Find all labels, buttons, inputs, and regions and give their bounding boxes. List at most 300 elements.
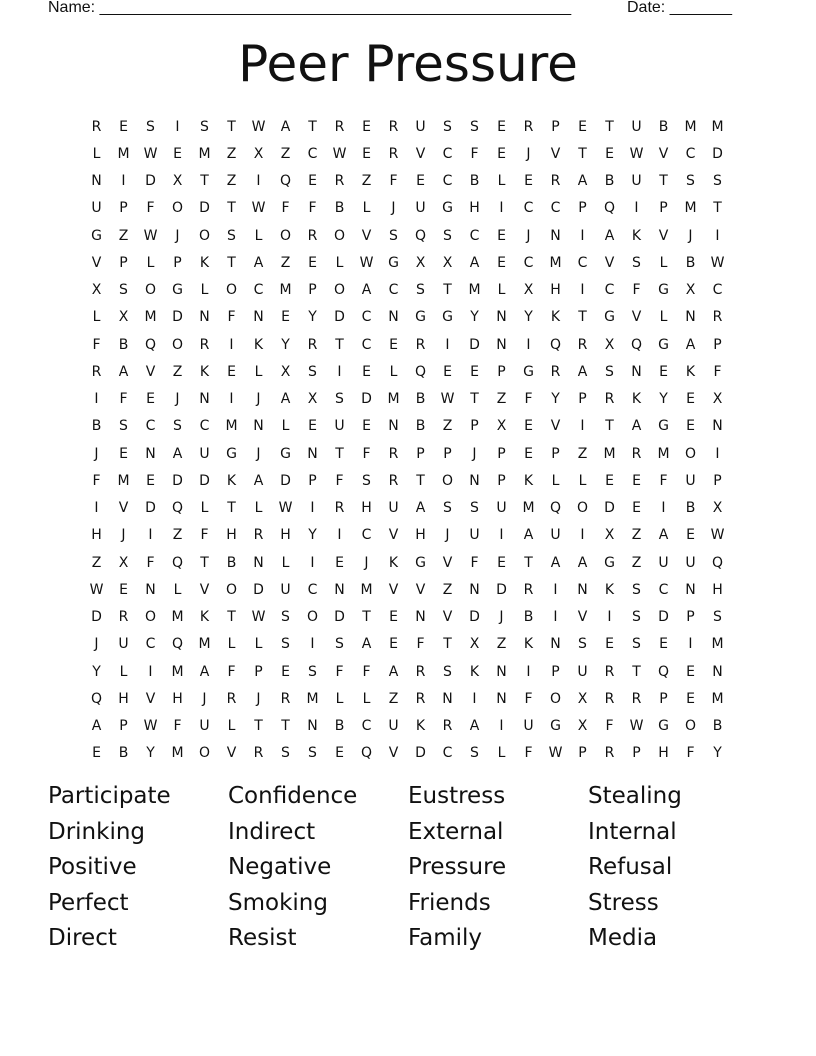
- grid-cell: O: [225, 282, 238, 299]
- grid-cell: Z: [442, 418, 453, 435]
- grid-cell: I: [175, 118, 180, 135]
- grid-cell: R: [604, 663, 615, 680]
- grid-cell: I: [94, 500, 99, 517]
- grid-cell: T: [443, 636, 452, 653]
- grid-cell: P: [308, 282, 317, 299]
- grid-cell: S: [146, 118, 155, 135]
- grid-cell: X: [577, 690, 588, 707]
- grid-cell: P: [254, 663, 263, 680]
- grid-cell: R: [523, 118, 534, 135]
- grid-cell: U: [199, 445, 210, 462]
- grid-cell: E: [659, 363, 668, 380]
- grid-cell: C: [442, 173, 453, 190]
- grid-cell: T: [443, 282, 452, 299]
- grid-cell: S: [632, 636, 641, 653]
- grid-cell: J: [499, 609, 504, 626]
- grid-row: [83, 713, 731, 740]
- grid-cell: E: [92, 745, 101, 762]
- grid-cell: I: [580, 227, 585, 244]
- grid-cell: W: [251, 609, 266, 626]
- grid-cell: G: [604, 309, 615, 326]
- grid-cell: O: [306, 609, 319, 626]
- grid-row: [83, 495, 731, 522]
- grid-cell: W: [629, 145, 644, 162]
- grid-cell: S: [632, 581, 641, 598]
- grid-cell: E: [686, 690, 695, 707]
- grid-cell: B: [226, 554, 237, 571]
- grid-row: [83, 658, 731, 685]
- grid-cell: Y: [308, 527, 317, 544]
- grid-cell: M: [225, 418, 238, 435]
- word-item: Drinking: [48, 818, 146, 845]
- grid-cell: F: [524, 391, 533, 408]
- grid-cell: C: [307, 581, 318, 598]
- grid-cell: I: [310, 554, 315, 571]
- grid-cell: G: [658, 718, 669, 735]
- grid-cell: M: [468, 282, 481, 299]
- grid-cell: T: [578, 309, 587, 326]
- grid-cell: J: [256, 445, 261, 462]
- grid-cell: O: [144, 609, 157, 626]
- grid-cell: J: [94, 636, 99, 653]
- grid-row: [83, 413, 731, 440]
- grid-cell: I: [715, 445, 720, 462]
- grid-cell: A: [577, 173, 588, 190]
- word-item: Media: [588, 925, 658, 952]
- grid-cell: E: [362, 145, 371, 162]
- grid-cell: D: [334, 309, 345, 326]
- grid-cell: S: [443, 227, 452, 244]
- grid-cell: L: [497, 745, 506, 762]
- grid-cell: D: [199, 200, 210, 217]
- grid-cell: T: [605, 118, 614, 135]
- grid-cell: R: [334, 118, 345, 135]
- grid-cell: X: [523, 282, 534, 299]
- grid-cell: E: [605, 472, 614, 489]
- grid-cell: L: [659, 254, 668, 271]
- grid-cell: R: [388, 145, 399, 162]
- grid-cell: S: [281, 745, 290, 762]
- grid-row: [83, 631, 731, 658]
- word-item: Direct: [48, 925, 117, 952]
- grid-cell: S: [335, 636, 344, 653]
- grid-cell: V: [145, 690, 156, 707]
- grid-cell: Z: [631, 527, 642, 544]
- grid-cell: U: [550, 527, 561, 544]
- grid-cell: N: [685, 581, 696, 598]
- grid-cell: P: [551, 445, 560, 462]
- grid-cell: R: [631, 445, 642, 462]
- grid-cell: D: [361, 391, 372, 408]
- grid-cell: A: [631, 418, 642, 435]
- grid-cell: I: [526, 336, 531, 353]
- grid-cell: R: [307, 336, 318, 353]
- grid-cell: D: [658, 609, 669, 626]
- grid-row: [83, 304, 731, 331]
- grid-cell: V: [388, 581, 399, 598]
- grid-cell: G: [658, 418, 669, 435]
- grid-cell: I: [337, 527, 342, 544]
- date-field: Date: _______: [627, 0, 732, 16]
- grid-cell: A: [253, 254, 264, 271]
- grid-cell: X: [118, 309, 129, 326]
- grid-cell: S: [470, 500, 479, 517]
- grid-cell: P: [713, 336, 722, 353]
- grid-cell: D: [172, 472, 183, 489]
- grid-cell: V: [577, 609, 588, 626]
- grid-cell: U: [631, 173, 642, 190]
- grid-cell: Z: [172, 527, 183, 544]
- grid-cell: E: [362, 363, 371, 380]
- grid-cell: L: [551, 472, 560, 489]
- grid-cell: W: [332, 145, 347, 162]
- grid-cell: B: [685, 254, 696, 271]
- grid-cell: B: [334, 200, 345, 217]
- grid-cell: S: [443, 663, 452, 680]
- grid-cell: H: [415, 527, 426, 544]
- grid-cell: N: [253, 309, 264, 326]
- grid-cell: E: [686, 391, 695, 408]
- grid-cell: E: [605, 636, 614, 653]
- grid-cell: S: [713, 609, 722, 626]
- grid-cell: S: [578, 636, 587, 653]
- grid-cell: N: [199, 391, 210, 408]
- grid-cell: H: [91, 527, 102, 544]
- grid-cell: F: [335, 663, 344, 680]
- grid-cell: S: [281, 609, 290, 626]
- grid-cell: E: [281, 309, 290, 326]
- grid-cell: D: [469, 336, 480, 353]
- grid-cell: W: [440, 391, 455, 408]
- grid-cell: H: [280, 527, 291, 544]
- grid-cell: V: [118, 500, 129, 517]
- grid-row: [83, 604, 731, 631]
- grid-cell: K: [523, 636, 534, 653]
- grid-cell: Y: [659, 391, 668, 408]
- grid-cell: E: [146, 391, 155, 408]
- grid-cell: H: [172, 690, 183, 707]
- grid-cell: I: [337, 363, 342, 380]
- grid-cell: A: [415, 500, 426, 517]
- grid-cell: P: [497, 363, 506, 380]
- grid-cell: M: [360, 581, 373, 598]
- grid-cell: C: [145, 636, 156, 653]
- grid-cell: Y: [308, 309, 317, 326]
- grid-cell: R: [604, 745, 615, 762]
- grid-cell: K: [253, 336, 264, 353]
- grid-cell: A: [118, 363, 129, 380]
- grid-cell: F: [605, 718, 614, 735]
- grid-cell: R: [604, 690, 615, 707]
- grid-cell: L: [200, 282, 209, 299]
- grid-cell: M: [279, 282, 292, 299]
- grid-cell: C: [523, 200, 534, 217]
- grid-cell: I: [580, 527, 585, 544]
- grid-cell: L: [200, 500, 209, 517]
- grid-cell: I: [310, 636, 315, 653]
- grid-cell: S: [173, 418, 182, 435]
- grid-cell: F: [362, 663, 371, 680]
- grid-cell: R: [604, 391, 615, 408]
- grid-cell: P: [119, 200, 128, 217]
- grid-cell: M: [198, 636, 211, 653]
- grid-cell: S: [443, 500, 452, 517]
- grid-cell: I: [499, 718, 504, 735]
- grid-cell: G: [442, 309, 453, 326]
- grid-cell: J: [175, 227, 180, 244]
- grid-row: [83, 331, 731, 358]
- grid-cell: G: [280, 445, 291, 462]
- grid-cell: O: [333, 227, 346, 244]
- grid-cell: G: [550, 718, 561, 735]
- grid-cell: E: [119, 118, 128, 135]
- grid-cell: Z: [496, 636, 507, 653]
- grid-cell: S: [686, 173, 695, 190]
- grid-cell: G: [388, 254, 399, 271]
- grid-cell: Q: [603, 200, 616, 217]
- grid-cell: S: [200, 118, 209, 135]
- grid-cell: T: [281, 718, 290, 735]
- grid-cell: C: [442, 745, 453, 762]
- grid-cell: Y: [524, 309, 533, 326]
- grid-cell: S: [416, 282, 425, 299]
- grid-row: [83, 549, 731, 576]
- grid-cell: D: [415, 745, 426, 762]
- grid-cell: Q: [171, 636, 184, 653]
- word-item: Perfect: [48, 889, 129, 916]
- grid-cell: W: [629, 718, 644, 735]
- grid-cell: V: [226, 745, 237, 762]
- grid-cell: L: [335, 690, 344, 707]
- grid-cell: L: [254, 500, 263, 517]
- grid-row: [83, 358, 731, 385]
- grid-cell: S: [335, 391, 344, 408]
- grid-cell: V: [91, 254, 102, 271]
- grid-cell: B: [415, 391, 426, 408]
- grid-row: [83, 740, 731, 767]
- grid-cell: G: [91, 227, 102, 244]
- grid-cell: N: [550, 227, 561, 244]
- grid-cell: K: [199, 363, 210, 380]
- grid-cell: F: [92, 336, 101, 353]
- grid-cell: O: [198, 745, 211, 762]
- grid-cell: T: [335, 445, 344, 462]
- grid-cell: K: [550, 309, 561, 326]
- grid-cell: L: [146, 254, 155, 271]
- grid-cell: V: [658, 227, 669, 244]
- grid-cell: N: [91, 173, 102, 190]
- grid-cell: I: [526, 663, 531, 680]
- grid-cell: J: [526, 145, 531, 162]
- grid-cell: K: [199, 609, 210, 626]
- grid-cell: M: [711, 690, 724, 707]
- grid-cell: X: [604, 527, 615, 544]
- grid-cell: R: [523, 581, 534, 598]
- grid-cell: X: [712, 500, 723, 517]
- grid-row: [83, 222, 731, 249]
- grid-cell: K: [415, 718, 426, 735]
- grid-cell: Q: [171, 500, 184, 517]
- grid-cell: X: [415, 254, 426, 271]
- grid-cell: J: [256, 391, 261, 408]
- grid-cell: O: [279, 227, 292, 244]
- grid-cell: M: [171, 745, 184, 762]
- grid-cell: S: [227, 227, 236, 244]
- grid-cell: V: [658, 145, 669, 162]
- grid-cell: A: [280, 391, 291, 408]
- grid-cell: N: [199, 309, 210, 326]
- grid-cell: Z: [388, 690, 399, 707]
- grid-cell: R: [253, 745, 264, 762]
- grid-cell: J: [175, 391, 180, 408]
- word-item: Participate: [48, 783, 171, 809]
- grid-cell: W: [143, 227, 158, 244]
- grid-cell: F: [389, 173, 398, 190]
- grid-cell: R: [91, 363, 102, 380]
- grid-cell: S: [470, 745, 479, 762]
- grid-cell: N: [307, 718, 318, 735]
- grid-cell: E: [497, 227, 506, 244]
- grid-cell: N: [550, 636, 561, 653]
- grid-cell: P: [551, 118, 560, 135]
- grid-cell: Y: [551, 391, 560, 408]
- grid-cell: T: [659, 173, 668, 190]
- grid-cell: V: [631, 309, 642, 326]
- grid-cell: O: [144, 282, 157, 299]
- grid-cell: W: [278, 500, 293, 517]
- grid-cell: J: [256, 690, 261, 707]
- grid-cell: T: [416, 472, 425, 489]
- grid-cell: P: [497, 472, 506, 489]
- grid-cell: M: [711, 636, 724, 653]
- grid-cell: Q: [171, 554, 184, 571]
- grid-cell: Z: [361, 173, 372, 190]
- grid-cell: F: [146, 200, 155, 217]
- grid-cell: J: [94, 445, 99, 462]
- grid-cell: J: [121, 527, 126, 544]
- grid-cell: M: [198, 145, 211, 162]
- grid-cell: F: [659, 472, 668, 489]
- grid-cell: E: [335, 554, 344, 571]
- grid-cell: V: [415, 581, 426, 598]
- grid-cell: N: [307, 445, 318, 462]
- grid-cell: A: [469, 254, 480, 271]
- grid-cell: R: [550, 363, 561, 380]
- grid-cell: Y: [713, 745, 722, 762]
- grid-row: [83, 113, 731, 140]
- grid-cell: E: [416, 173, 425, 190]
- grid-cell: I: [607, 609, 612, 626]
- grid-cell: D: [145, 173, 156, 190]
- grid-cell: I: [661, 500, 666, 517]
- grid-cell: I: [580, 418, 585, 435]
- grid-cell: Y: [470, 309, 479, 326]
- grid-cell: D: [199, 472, 210, 489]
- grid-cell: G: [442, 200, 453, 217]
- grid-cell: D: [334, 609, 345, 626]
- grid-cell: A: [523, 527, 534, 544]
- grid-cell: Q: [279, 173, 292, 190]
- word-item: Negative: [228, 854, 332, 881]
- grid-cell: V: [442, 554, 453, 571]
- grid-cell: Z: [280, 254, 291, 271]
- grid-cell: O: [549, 690, 562, 707]
- grid-cell: C: [469, 227, 480, 244]
- grid-cell: R: [307, 227, 318, 244]
- grid-cell: E: [362, 418, 371, 435]
- grid-cell: L: [362, 200, 371, 217]
- grid-cell: F: [416, 636, 425, 653]
- grid-cell: R: [415, 690, 426, 707]
- grid-cell: X: [118, 554, 129, 571]
- grid-cell: E: [632, 500, 641, 517]
- grid-cell: E: [686, 418, 695, 435]
- grid-cell: G: [658, 282, 669, 299]
- grid-cell: I: [472, 690, 477, 707]
- grid-cell: C: [253, 282, 264, 299]
- grid-cell: A: [253, 472, 264, 489]
- grid-cell: E: [119, 445, 128, 462]
- grid-cell: N: [145, 581, 156, 598]
- grid-cell: C: [604, 282, 615, 299]
- grid-cell: M: [117, 472, 130, 489]
- grid-cell: D: [280, 472, 291, 489]
- grid-cell: V: [145, 363, 156, 380]
- grid-cell: Q: [90, 690, 103, 707]
- grid-cell: F: [173, 718, 182, 735]
- grid-cell: B: [469, 173, 480, 190]
- grid-cell: K: [631, 391, 642, 408]
- grid-cell: T: [227, 118, 236, 135]
- grid-cell: C: [685, 145, 696, 162]
- grid-cell: B: [334, 718, 345, 735]
- grid-cell: P: [659, 690, 668, 707]
- grid-cell: P: [119, 254, 128, 271]
- grid-cell: Z: [496, 391, 507, 408]
- grid-cell: I: [229, 336, 234, 353]
- grid-cell: E: [389, 636, 398, 653]
- grid-cell: F: [146, 554, 155, 571]
- grid-cell: R: [550, 173, 561, 190]
- grid-cell: I: [499, 527, 504, 544]
- grid-cell: U: [199, 718, 210, 735]
- grid-cell: G: [604, 554, 615, 571]
- grid-cell: L: [254, 636, 263, 653]
- word-item: Family: [408, 925, 483, 952]
- grid-cell: G: [415, 309, 426, 326]
- grid-cell: Z: [631, 554, 642, 571]
- grid-cell: M: [657, 445, 670, 462]
- grid-cell: L: [578, 472, 587, 489]
- grid-cell: V: [361, 227, 372, 244]
- grid-cell: F: [227, 309, 236, 326]
- grid-cell: A: [658, 527, 669, 544]
- grid-cell: M: [549, 254, 562, 271]
- grid-cell: S: [362, 472, 371, 489]
- grid-cell: X: [577, 718, 588, 735]
- grid-cell: O: [198, 227, 211, 244]
- grid-cell: E: [497, 254, 506, 271]
- grid-row: [83, 195, 731, 222]
- grid-cell: M: [387, 391, 400, 408]
- grid-cell: F: [227, 663, 236, 680]
- grid-cell: H: [658, 745, 669, 762]
- grid-cell: S: [632, 609, 641, 626]
- grid-cell: X: [442, 254, 453, 271]
- grid-cell: I: [715, 227, 720, 244]
- grid-cell: L: [227, 718, 236, 735]
- grid-cell: H: [712, 581, 723, 598]
